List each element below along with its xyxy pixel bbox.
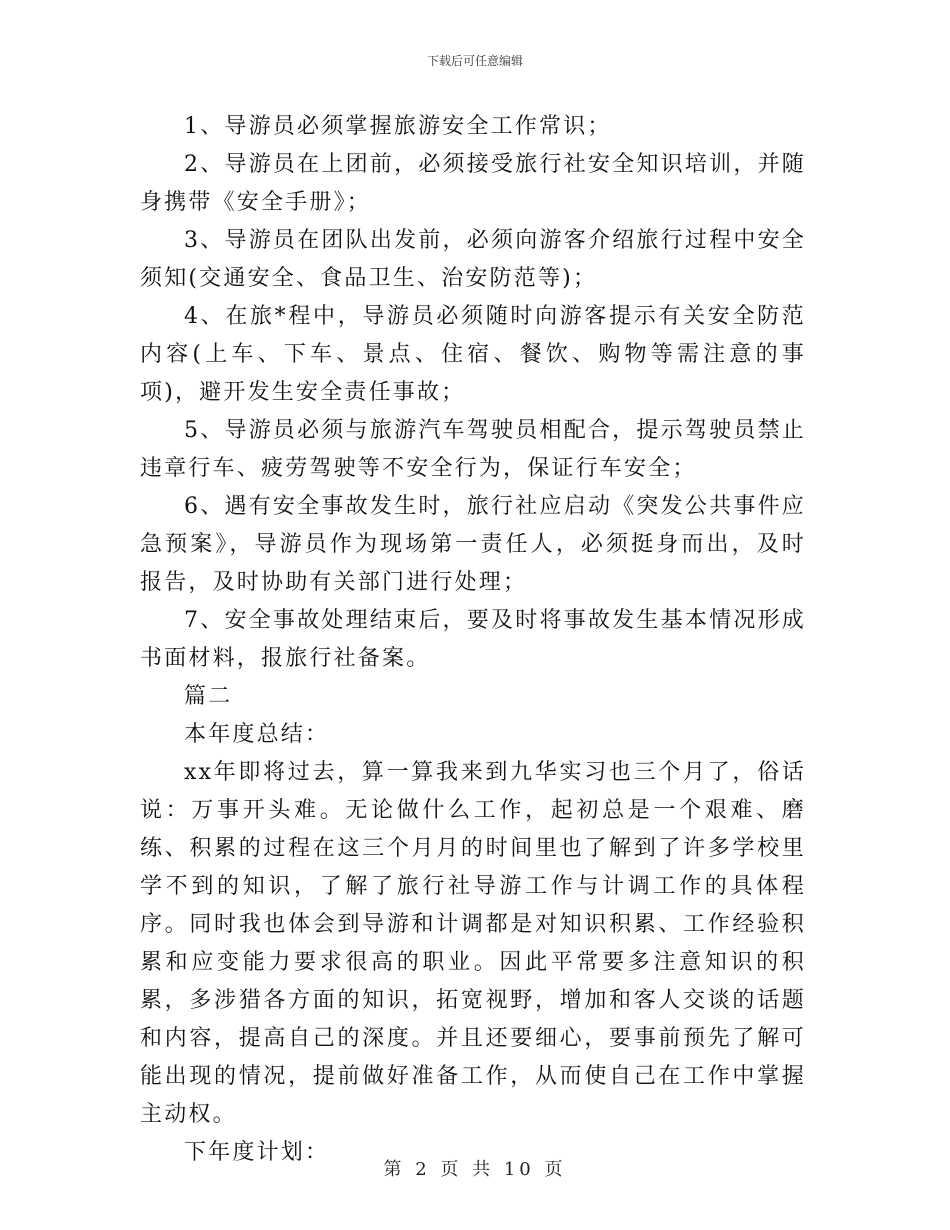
page-number: 第 2 页 共 10 页 [383,1159,567,1180]
paragraph-3: 3、导游员在团队出发前，必须向游客介绍旅行过程中安全须知(交通安全、食品卫生、治安防范等)； [140,228,806,291]
page-header-note: 下载后可任意编辑 [426,54,523,68]
document-body [140,108,806,1172]
section-heading: 篇二 [184,684,233,709]
paragraph-7: 7、安全事故处理结束后，要及时将事故发生基本情况形成书面材料，报旅行社备案。 [140,608,806,671]
summary-paragraph: xx年即将过去，算一算我来到九华实习也三个月了，俗话说：万事开头难。无论做什么工作，起初总是一个艰难、磨练、积累的过程在这三个月月的时间里也了解到了许多学校里学不到的知识，了解了旅行社导游工作与计调工作的具体程序。同时我也体会到导游和计调都是对知识积累、工作经验积累和应变能力要求很高的职业。因此平常要多注意知识的积累，多涉猎各方面的知识，拓宽视野，增加和客人交谈的话题和内容，提高自己的深度。并且还要细心，要事前预先了解可能出现的情况，提前做好准备工作，从而使自己在工作中掌握主动权。 [140,760,806,1127]
summary-heading: 本年度总结： [184,722,330,747]
paragraph-4: 4、在旅*程中，导游员必须随时向游客提示有关安全防范内容(上车、下车、景点、住宿、餐饮、购物等需注意的事项)，避开发生安全责任事故； [140,304,806,405]
paragraph-2: 2、导游员在上团前，必须接受旅行社安全知识培训，并随身携带《安全手册》； [140,152,806,215]
plan-heading: 下年度计划： [184,1140,330,1165]
paragraph-5: 5、导游员必须与旅游汽车驾驶员相配合，提示驾驶员禁止违章行车、疲劳驾驶等不安全行为，保证行车安全； [140,418,806,481]
paragraph-6: 6、遇有安全事故发生时，旅行社应启动《突发公共事件应急预案》，导游员作为现场第一责任人，必须挺身而出，及时报告，及时协助有关部门进行处理； [140,494,806,595]
paragraph-1: 1、导游员必须掌握旅游安全工作常识； [184,114,612,139]
